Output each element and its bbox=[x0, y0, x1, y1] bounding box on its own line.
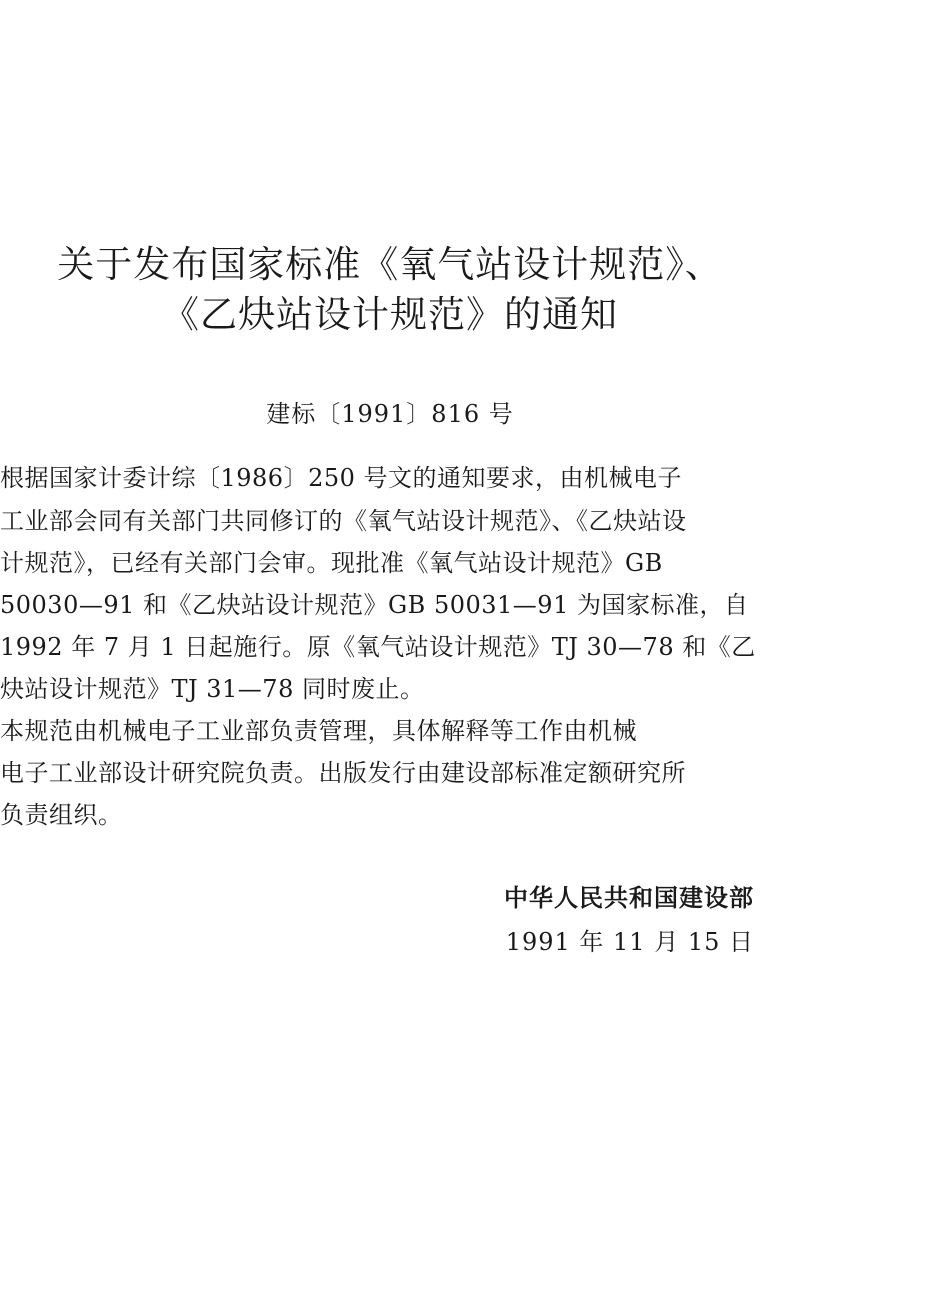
paragraph-2-line: 电子工业部设计研究院负责。出版发行由建设部标准定额研究所 bbox=[0, 759, 686, 787]
paragraph-1-line: 炔站设计规范》TJ 31—78 同时废止。 bbox=[0, 675, 425, 703]
document-number: 建标〔1991〕816 号 bbox=[266, 400, 514, 428]
paragraph-1-line: 50030—91 和《乙炔站设计规范》GB 50031—91 为国家标准，自 bbox=[0, 591, 749, 619]
paragraph-1-line: 根据国家计委计综〔1986〕250 号文的通知要求，由机械电子 bbox=[0, 464, 683, 492]
signature-date: 1991 年 11 月 15 日 bbox=[505, 928, 754, 956]
notice-title-line-1: 关于发布国家标准《氧气站设计规范》、 bbox=[57, 243, 723, 286]
paragraph-1-line: 工业部会同有关部门共同修订的《氧气站设计规范》、《乙炔站设 bbox=[0, 507, 687, 535]
paragraph-1-line: 1992 年 7 月 1 日起施行。原《氧气站设计规范》TJ 30—78 和《乙 bbox=[0, 633, 756, 661]
signature-organization: 中华人民共和国建设部 bbox=[504, 884, 754, 912]
paragraph-1-line: 计规范》，已经有关部门会审。现批准《氧气站设计规范》GB bbox=[0, 549, 663, 577]
paragraph-2-line: 负责组织。 bbox=[0, 801, 123, 829]
paragraph-2-line: 本规范由机械电子工业部负责管理，具体解释等工作由机械 bbox=[0, 717, 637, 745]
notice-title-line-2: 《乙炔站设计规范》的通知 bbox=[162, 293, 618, 336]
